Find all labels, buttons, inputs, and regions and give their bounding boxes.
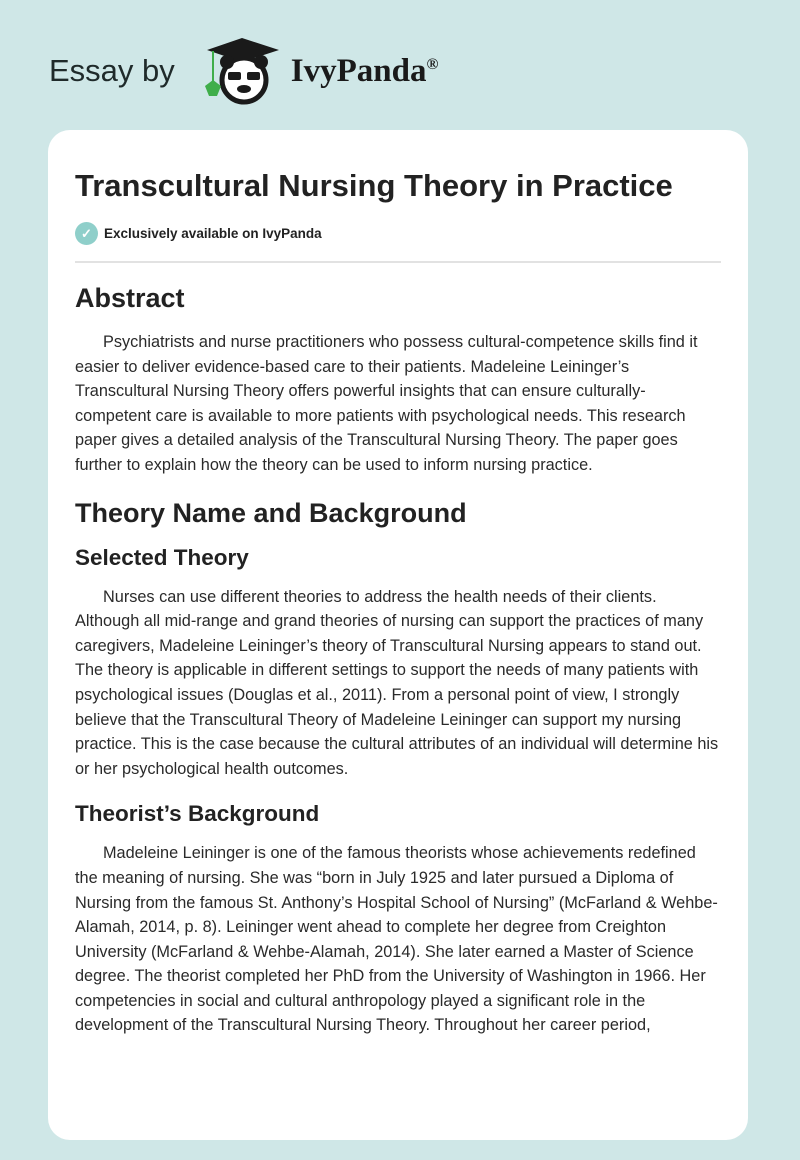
paragraph: Nurses can use different theories to address the health needs of their clients. Although all mid-range and grand theories of nursing can support the practices of many caregivers, Madeleine Leininger’s theory of Transcultural Nursing appears to stand out. The theory is applicable in different settings to support the needs of many patients with psychological issues (Douglas et al., 2011). From a personal point of view, I strongly believe that the Transcultural Theory of Madeleine Leininger can support my nursing practice. This is the case because the cultural attributes of an individual will determine his or her psychological health outcomes. [75, 587, 719, 778]
page-title: Transcultural Nursing Theory in Practice [75, 168, 673, 203]
subsection-heading: Selected Theory [75, 544, 249, 570]
exclusive-badge [75, 222, 721, 245]
brand-text: IvyPanda [290, 52, 427, 89]
brand-name [291, 53, 439, 90]
ivypanda-logo-icon[interactable] [197, 36, 287, 106]
subsection-heading: Theorist’s Background [75, 801, 320, 827]
check-icon: ✓ [75, 222, 98, 245]
badge-text: Exclusively available on IvyPanda [104, 226, 322, 241]
section-heading: Theory Name and Background [75, 497, 467, 528]
registered-mark: ® [426, 55, 439, 73]
divider [75, 261, 721, 263]
paragraph: Psychiatrists and nurse practitioners who possess cultural-competence skills find it easier to deliver evidence-based care to their patients. Madeleine Leininger’s Transcultural Nursing Theory offers powerful insights that can ensure culturally-competent care is available to more patients with psychological needs. This research paper gives a detailed analysis of the Transcultural Nursing Theory. The paper goes further to explain how the theory can be used to inform nursing practice. [75, 333, 698, 474]
site-header [49, 36, 438, 106]
essay-card [48, 130, 748, 1140]
paragraph: Madeleine Leininger is one of the famous theorists whose achievements redefined the meaning of nursing. She was “born in July 1925 and later pursued a Diploma of Nursing from the famous St. Anthony’s Hospital School of Nursing” (McFarland & Wehbe-Alamah, 2014, p. 8). Leininger went ahead to complete her degree from Creighton University (McFarland & Wehbe-Alamah, 2014). She later earned a Master of Science degree. The theorist completed her PhD from the University of Washington in 1966. Her competencies in social and cultural anthropology played a significant role in the development of the Transcultural Nursing Theory. Throughout her career period, [75, 844, 718, 1035]
essay-by-label: Essay by [49, 53, 175, 88]
section-heading: Abstract [75, 283, 185, 313]
